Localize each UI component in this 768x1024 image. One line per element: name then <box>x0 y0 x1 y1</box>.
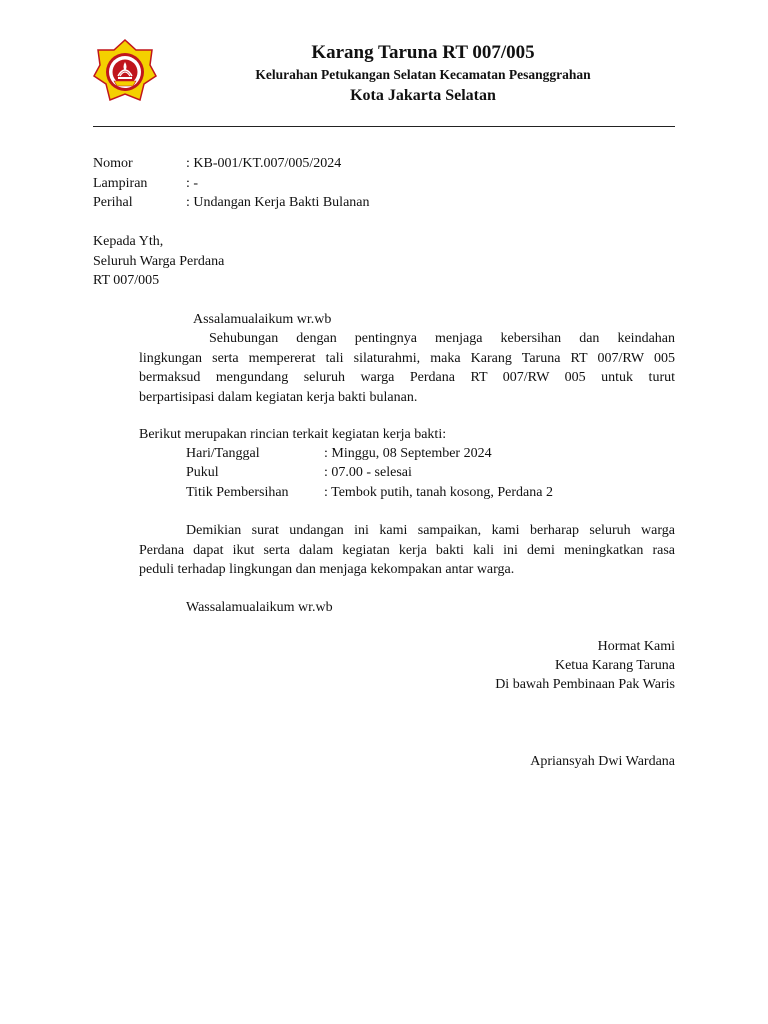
lampiran-value: : - <box>186 176 199 191</box>
nomor-label: Nomor <box>93 156 133 171</box>
header-divider <box>93 126 675 127</box>
recipient-rt: RT 007/005 <box>93 273 160 288</box>
signature-supervision: Di bawah Pembinaan Pak Waris <box>495 677 675 692</box>
perihal-label: Perihal <box>93 195 133 210</box>
greeting: Assalamualaikum wr.wb <box>193 312 332 327</box>
organization-city: Kota Jakarta Selatan <box>350 87 496 104</box>
signature-regards: Hormat Kami <box>597 639 675 654</box>
paragraph-line: Demikian surat undangan ini kami sampaikan, kami berharap seluruh warga <box>186 523 675 538</box>
nomor-value: : KB-001/KT.007/005/2024 <box>186 156 342 171</box>
recipient-name: Seluruh Warga Perdana <box>93 254 225 269</box>
signature-position: Ketua Karang Taruna <box>554 658 675 673</box>
paragraph-opening <box>139 329 675 407</box>
signature-name: Apriansyah Dwi Wardana <box>530 754 675 769</box>
paragraph-line: berpartisipasi dalam kegiatan kerja bakti bulanan. <box>139 389 418 405</box>
karang-taruna-emblem-logo <box>92 38 158 104</box>
closing-greeting: Wassalamualaikum wr.wb <box>186 600 333 615</box>
details-intro: Berikut merupakan rincian terkait kegiatan kerja bakti: <box>139 427 447 442</box>
organization-subtitle: Kelurahan Petukangan Selatan Kecamatan Pesanggrahan <box>255 67 591 82</box>
organization-title: Karang Taruna RT 007/005 <box>311 42 535 63</box>
detail-label-date: Hari/Tanggal <box>186 446 260 461</box>
detail-value-date: : Minggu, 08 September 2024 <box>324 446 492 461</box>
detail-value-location: : Tembok putih, tanah kosong, Perdana 2 <box>324 485 553 500</box>
lampiran-label: Lampiran <box>93 176 148 191</box>
detail-value-time: : 07.00 - selesai <box>324 465 412 480</box>
paragraph-line: bermaksud mengundang seluruh warga Perdana RT 007/RW 005 untuk turut <box>139 370 675 385</box>
paragraph-line: peduli terhadap lingkungan dan menjaga kekompakan antar warga. <box>139 562 515 577</box>
paragraph-line: Sehubungan dengan pentingnya menjaga kebersihan dan keindahan <box>209 331 675 346</box>
detail-label-time: Pukul <box>186 465 219 480</box>
perihal-value: : Undangan Kerja Bakti Bulanan <box>186 195 370 210</box>
recipient-salutation: Kepada Yth, <box>93 234 164 249</box>
paragraph-closing <box>139 521 675 580</box>
detail-label-location: Titik Pembersihan <box>186 485 289 500</box>
paragraph-line: Perdana dapat ikut serta dalam kegiatan kerja bakti kali ini demi meningkatkan rasa <box>139 542 675 558</box>
paragraph-line: lingkungan serta mempererat tali silaturahmi, maka Karang Taruna RT 007/RW 005 <box>139 350 675 366</box>
